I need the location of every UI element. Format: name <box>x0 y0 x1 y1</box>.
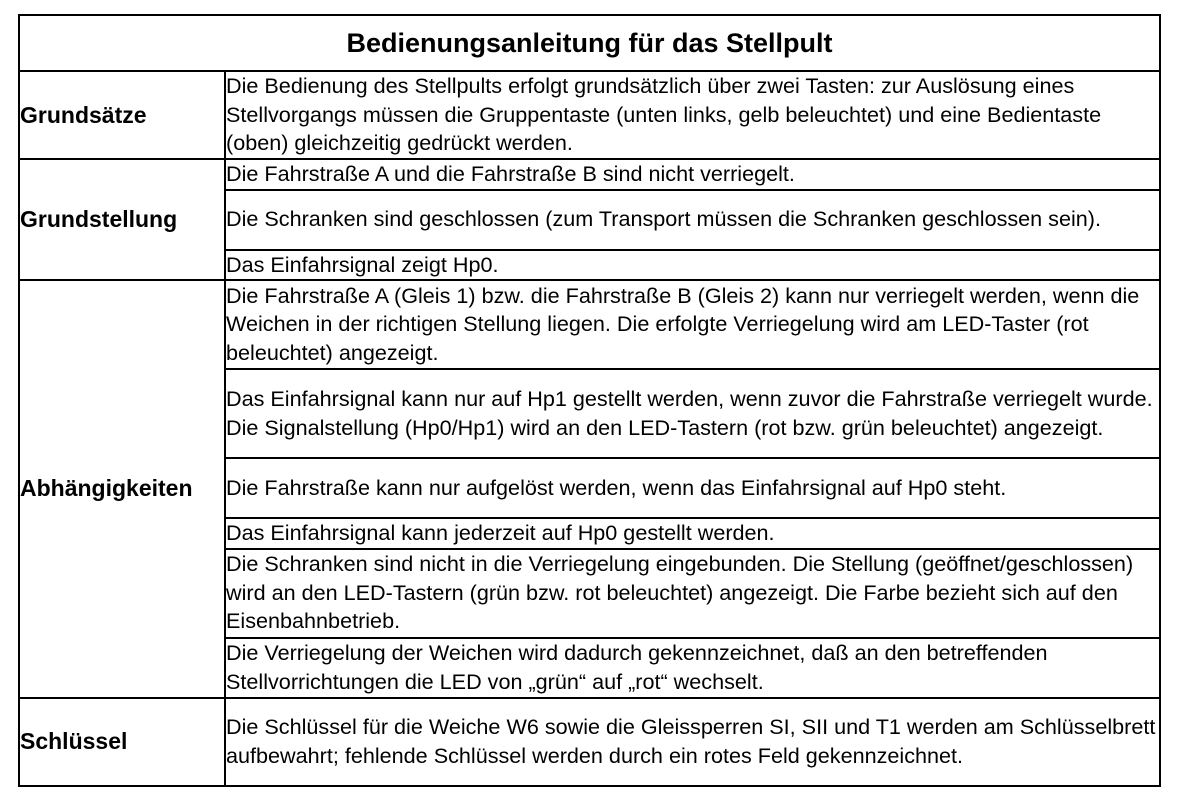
section-text: Die Fahrstraße A (Gleis 1) bzw. die Fahrstraße B (Gleis 2) kann nur verriegelt werden, wenn die Weichen in der richtigen Stellung liegen. Die erfolgte Verriegelung wird am LED-Taster (rot beleuchtet) angezeigt. <box>225 280 1160 369</box>
section-label-grundsaetze: Grundsätze <box>19 71 225 159</box>
section-label-abhaengigkeiten: Abhängigkeiten <box>19 280 225 698</box>
section-label-grundstellung: Grundstellung <box>19 159 225 280</box>
section-text: Das Einfahrsignal kann nur auf Hp1 gestellt werden, wenn zuvor die Fahrstraße verriegelt wurde. Die Signalstellung (Hp0/Hp1) wird an den LED-Tastern (rot bzw. grün beleuchtet) angezeigt. <box>225 369 1160 458</box>
section-text: Die Verriegelung der Weichen wird dadurch gekennzeichnet, daß an den betreffenden Stellvorrichtungen die LED von „grün“ auf „rot“ wechselt. <box>225 638 1160 698</box>
section-text: Die Schranken sind nicht in die Verriegelung eingebunden. Die Stellung (geöffnet/geschlossen) wird an den LED-Tastern (grün bzw. rot beleuchtet) angezeigt. Die Farbe bezieht sich auf den Eisenbahnbetrieb. <box>225 549 1160 638</box>
section-text: Das Einfahrsignal zeigt Hp0. <box>225 250 1160 281</box>
section-text: Die Fahrstraße kann nur aufgelöst werden, wenn das Einfahrsignal auf Hp0 steht. <box>225 458 1160 518</box>
section-label-schluessel: Schlüssel <box>19 698 225 786</box>
section-text: Die Bedienung des Stellpults erfolgt grundsätzlich über zwei Tasten: zur Auslösung eines Stellvorgangs müssen die Gruppentaste (unten links, gelb beleuchtet) und eine Bedientaste (oben) gleichzeitig gedrückt werden. <box>225 71 1160 159</box>
section-text: Das Einfahrsignal kann jederzeit auf Hp0 gestellt werden. <box>225 518 1160 549</box>
instructions-table <box>18 14 1161 787</box>
section-text: Die Schranken sind geschlossen (zum Transport müssen die Schranken geschlossen sein). <box>225 190 1160 250</box>
section-text: Die Schlüssel für die Weiche W6 sowie die Gleissperren SI, SII und T1 werden am Schlüsselbrett aufbewahrt; fehlende Schlüssel werden durch ein rotes Feld gekennzeichnet. <box>225 698 1160 786</box>
section-text: Die Fahrstraße A und die Fahrstraße B sind nicht verriegelt. <box>225 159 1160 190</box>
table-title: Bedienungsanleitung für das Stellpult <box>19 15 1160 71</box>
